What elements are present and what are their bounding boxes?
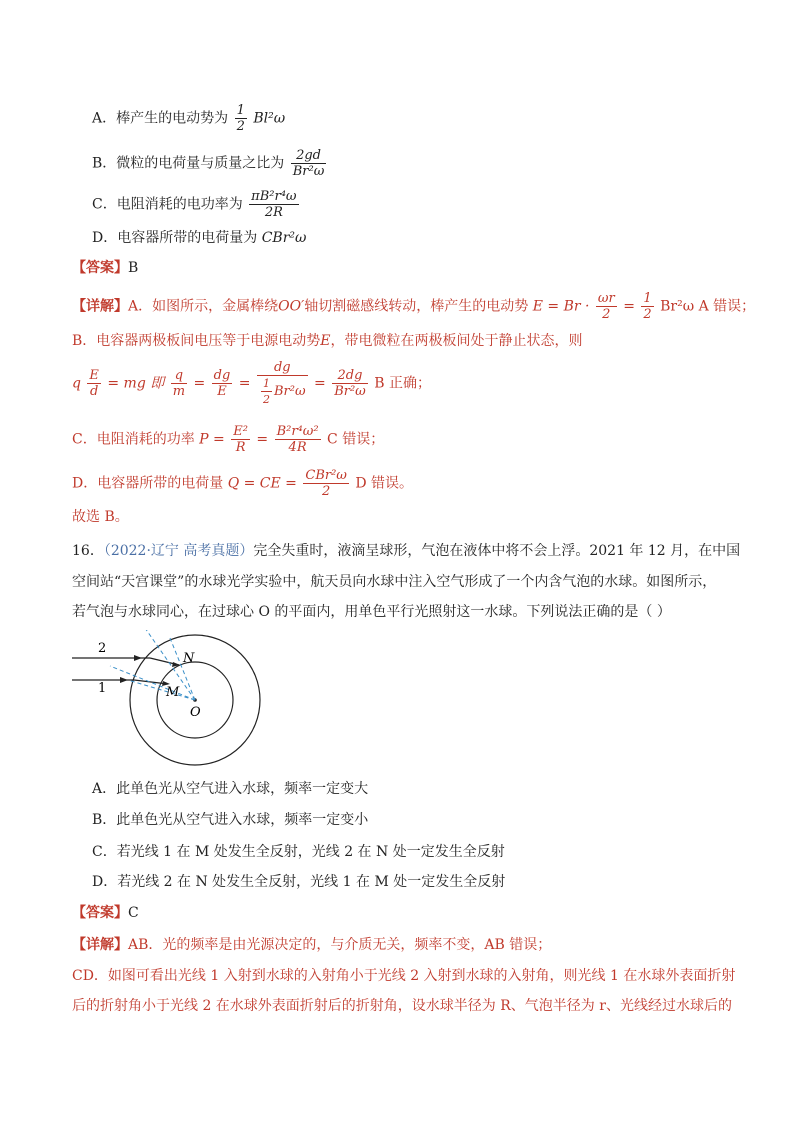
point-m-label: M [166, 685, 180, 700]
q16-stem-line3: 若气泡与水球同心，在过球心 O 的平面内，用单色平行光照射这一水球。下列说法正确的是（ ） [72, 604, 671, 620]
q15-option-d: D．电容器所带的电荷量为 CBr²ω [92, 230, 307, 246]
ray-1-label: 1 [98, 681, 107, 696]
point-n-label: N [183, 651, 195, 666]
fraction: $\frac{2gd}{\text{Br²ω}}$ [292, 148, 325, 179]
q15-answer: 【答案】B [72, 260, 139, 276]
q16-detail-line3: 后的折射角小于光线 2 在水球外表面折射后的折射角，设水球半径为 R、气泡半径为 r、光线经过水球后的 [72, 998, 732, 1014]
q15-detail-line3: q $\frac{E}{d}$ = mg 即 $\frac{q}{m}$ = $\frac{dg}{E}$ = dg $\frac{1}{2}$ Br²ω = $\frac{2dg}{\text{Br²ω}}$ B 正确； [72, 360, 431, 406]
q16-option-d: D．若光线 2 在 N 处发生全反射，光线 1 在 M 处一定发生全反射 [92, 874, 506, 890]
q15-conclusion: 故选 B。 [72, 509, 129, 525]
source-tag: （2022·辽宁 高考真题） [103, 543, 254, 559]
q15-detail-line5: D．电容器所带的电荷量 Q = CE = $\frac{\text{CBr²ω}}{2}$ D 错误。 [72, 468, 414, 499]
fraction: $\frac{1}{2}$ [236, 103, 245, 134]
q16-option-c: C．若光线 1 在 M 处发生全反射，光线 2 在 N 处一定发生全反射 [92, 844, 505, 860]
q15-option-c: C．电阻消耗的电功率为 $\frac{\text{πB²r⁴ω}}{2R}$ [92, 189, 297, 220]
q16-answer: 【答案】C [72, 905, 139, 921]
q16-detail-line2: CD．如图可看出光线 1 入射到水球的入射角小于光线 2 入射到水球的入射角，则光线 1 在水球外表面折射 [72, 968, 736, 984]
q15-detail-line2: B．电容器两极板间电压等于电源电动势E，带电微粒在两极板间处于静止状态，则 [72, 333, 583, 349]
q15-detail-line4: C．电阻消耗的功率 P = $\frac{\text{E²}}{R}$ = $\frac{\text{B²r⁴ω²}}{4R}$ C 错误； [72, 424, 385, 455]
q15-detail-line1: 【详解】A．如图所示，金属棒绕OO′轴切割磁感线转动，棒产生的电动势 E = Br · $\frac{\omega r}{2}$ = $\frac{1}{2}$ Br²ω A 错误； [72, 291, 756, 322]
q16-option-a: A．此单色光从空气进入水球，频率一定变大 [92, 781, 369, 797]
point-o-label: O [190, 705, 201, 720]
q16-stem-line2: 空间站“天宫课堂”的水球光学实验中，航天员向水球中注入空气形成了一个内含气泡的水球。如图所示， [72, 574, 717, 590]
fraction: $\frac{\text{πB²r⁴ω}}{2R}$ [251, 189, 297, 220]
q15-option-a: A．棒产生的电动势为 $\frac{1}{2}$ Bl²ω [92, 103, 286, 134]
water-ball-figure [70, 630, 300, 770]
q16-detail-line1: 【详解】AB．光的频率是由光源决定的，与介质无关，频率不变，AB 错误； [72, 937, 552, 953]
q15-option-b: B．微粒的电荷量与质量之比为 $\frac{2gd}{\text{Br²ω}}$ [92, 148, 325, 179]
q16-option-b: B．此单色光从空气进入水球，频率一定变小 [92, 812, 369, 828]
ray-2-label: 2 [98, 641, 107, 656]
q16-stem-line1: 16．（2022·辽宁 高考真题）完全失重时，液滴呈球形，气泡在液体中将不会上浮。2021 年 12 月，在中国 [72, 543, 741, 559]
normal-line-2 [110, 666, 195, 700]
